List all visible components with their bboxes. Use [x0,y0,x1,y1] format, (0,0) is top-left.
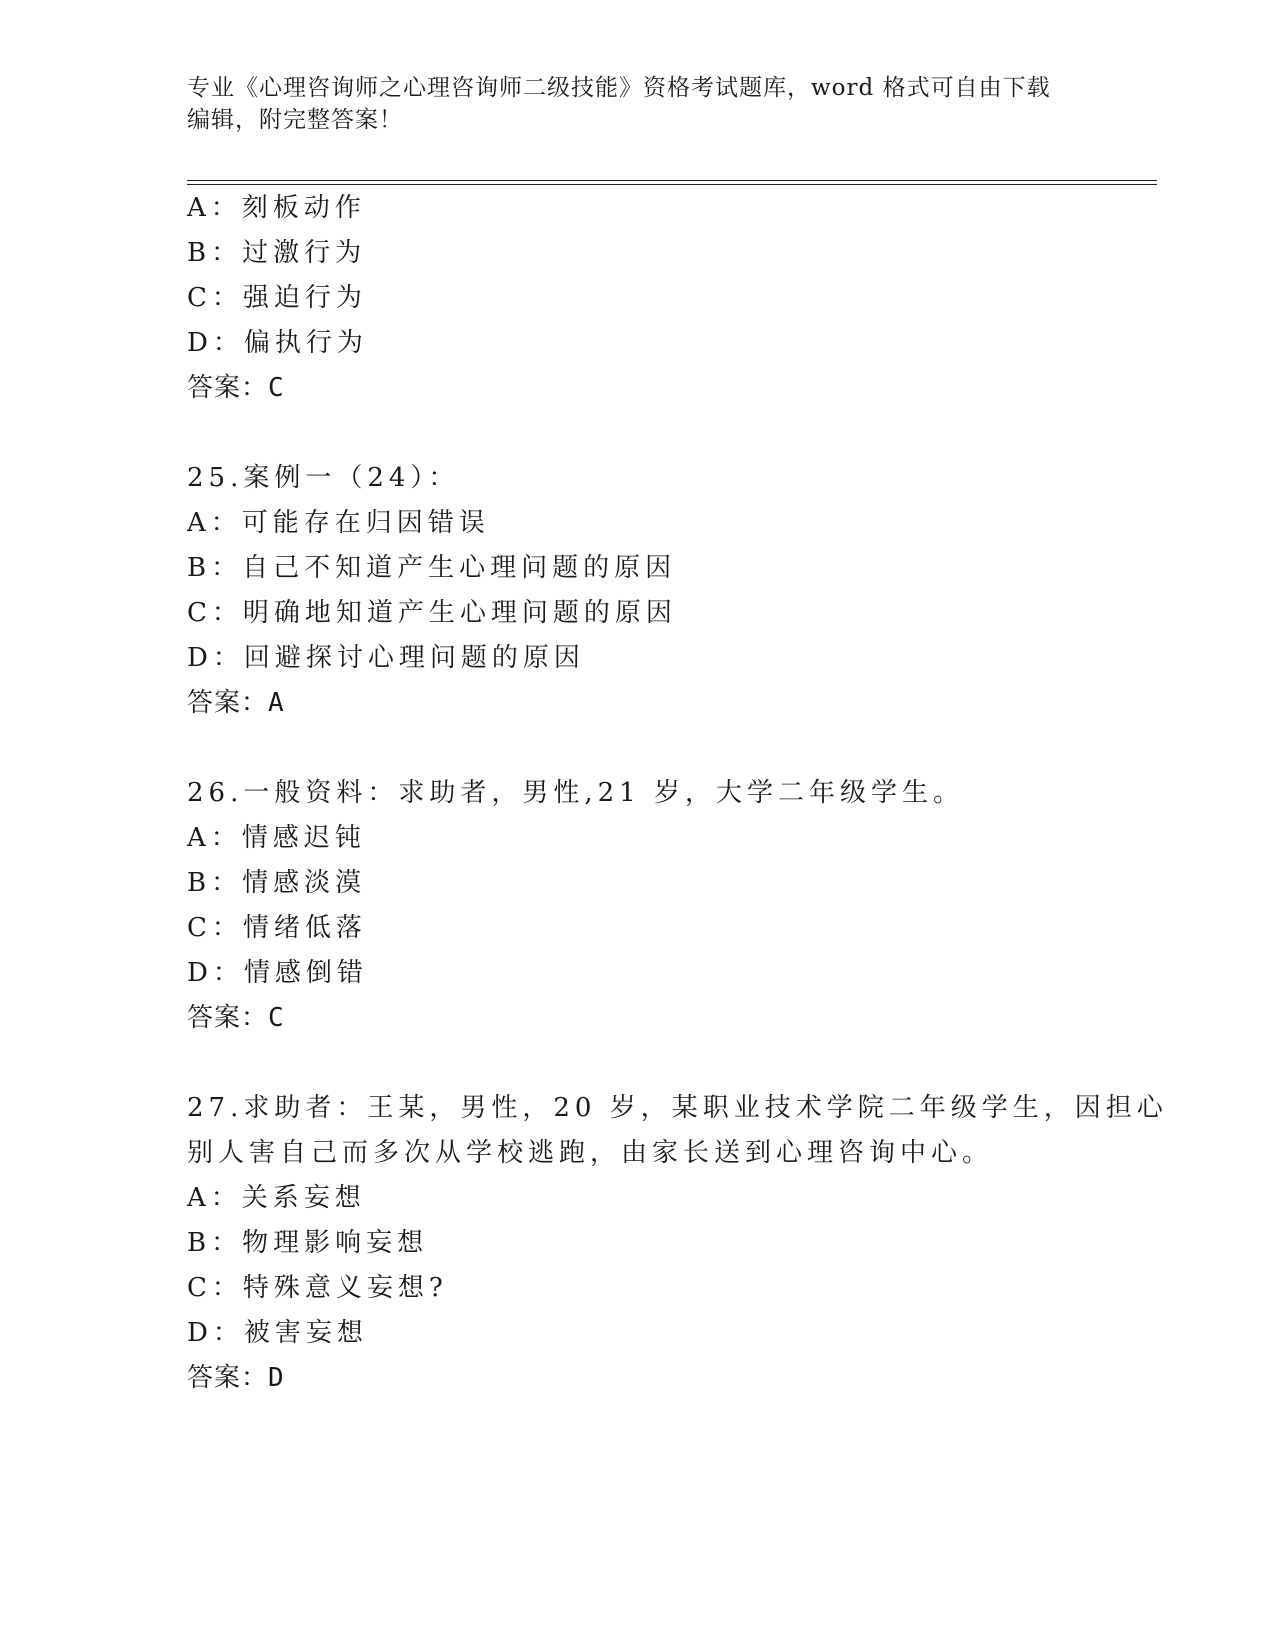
answer-value: D [268,1363,285,1393]
option-c: C：明确地知道产生心理问题的原因 [187,598,677,628]
option-c: C：特殊意义妄想? [187,1273,448,1303]
option-a: A：可能存在归因错误 [187,508,490,538]
header-divider-bottom [187,184,1157,185]
option-a: A：关系妄想 [187,1183,366,1213]
answer-label: 答案： [187,688,269,718]
header-line-1: 专业《心理咨询师之心理咨询师二级技能》资格考试题库，word 格式可自由下载 [187,75,1051,101]
header-line-2: 编辑，附完整答案！ [187,107,403,133]
answer [187,686,285,720]
option-c: C：情绪低落 [187,913,367,943]
header-divider-top [187,180,1157,181]
answer-label: 答案： [187,1003,269,1033]
answer-label: 答案： [187,1363,269,1393]
option-b: B：自己不知道产生心理问题的原因 [187,553,677,583]
option-b: B：情感淡漠 [187,868,367,898]
answer [187,1001,285,1035]
option-d: D：偏执行为 [187,328,368,358]
answer [187,371,285,405]
document-header [187,72,1067,136]
answer-label: 答案： [187,373,269,403]
answer-value: A [268,688,285,718]
question-stem: 26.一般资料：求助者，男性,21 岁，大学二年级学生。 [187,778,964,808]
answer-value: C [268,373,285,403]
option-d: D：情感倒错 [187,958,368,988]
question-stem: 25.案例一（24）： [187,463,460,493]
option-a: A：刻板动作 [187,193,366,223]
option-b: B：过激行为 [187,238,367,268]
question-stem-line-2: 别人害自己而多次从学校逃跑，由家长送到心理咨询中心。 [187,1138,994,1168]
answer-value: C [268,1003,285,1033]
option-a: A：情感迟钝 [187,823,366,853]
option-b: B：物理影响妄想 [187,1228,429,1258]
option-c: C：强迫行为 [187,283,367,313]
question-stem-line-1: 27.求助者：王某，男性，20 岁，某职业技术学院二年级学生，因担心 [187,1093,1168,1123]
option-d: D：被害妄想 [187,1318,368,1348]
answer [187,1361,285,1395]
option-d: D：回避探讨心理问题的原因 [187,643,585,673]
